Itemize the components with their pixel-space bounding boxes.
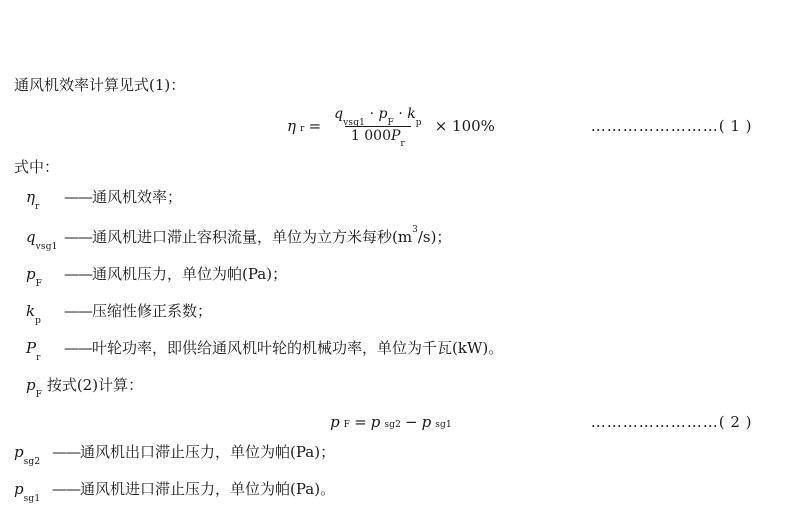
formula-2-number: ( 2 ) [718, 413, 752, 431]
numerator-k-sub: p [415, 117, 422, 128]
term-symbol [26, 296, 64, 333]
formula-1-number: ( 1 ) [718, 117, 752, 135]
term-symbol [26, 182, 64, 219]
formula-2-row [12, 407, 770, 437]
formula-1-lhs-sub: r [300, 124, 305, 134]
formula-1-fraction [328, 105, 428, 150]
intro-paragraph: 通风机效率计算见式(1)： [14, 76, 186, 94]
term-symbol-base: q [26, 228, 36, 246]
formula-1-numerator [328, 106, 428, 126]
term-symbol-sub: F [35, 279, 43, 289]
formula-2-dots: …………………… [590, 413, 719, 431]
term-symbol [26, 333, 64, 370]
formula-1-denominator [345, 126, 411, 150]
numerator-q-sub: vsg1 [343, 117, 366, 128]
term-dash: —— [52, 443, 80, 461]
term-text-pre: 通风机进口滞止容积流量，单位为立方米每秒(m [92, 228, 413, 246]
term-symbol-sub: sg2 [23, 457, 41, 467]
term-symbol-base: p [26, 265, 36, 283]
formula-1-tail: × 100% [434, 117, 495, 135]
numerator-p-sub: F [387, 117, 394, 128]
formula-1-dots: …………………… [590, 117, 719, 135]
term-row-pF [26, 259, 770, 296]
term-text: 通风机进口滞止压力，单位为帕(Pa)。 [80, 480, 336, 498]
formula-1-row [12, 100, 770, 152]
numerator-dot-1: · [369, 105, 375, 122]
formula-2-rhs1-sub: sg2 [384, 420, 402, 430]
term-row-Pr [26, 333, 770, 370]
term-dash: —— [52, 480, 80, 498]
second-intro-symbol: p [26, 376, 36, 394]
numerator-k: k [407, 105, 416, 122]
formula-2-rhs1-symbol: p [370, 413, 381, 431]
where-label: 式中： [14, 158, 60, 176]
term-row-qvsg1 [26, 219, 770, 259]
denominator-P-sub: r [400, 139, 405, 150]
denominator-number: 1 000 [350, 127, 391, 144]
term-symbol-base: p [14, 480, 24, 498]
term-text-post: /s)； [417, 228, 452, 246]
term-symbol [26, 222, 64, 259]
term-symbol [14, 474, 52, 511]
term-dash: —— [64, 265, 92, 283]
denominator-P: P [391, 127, 401, 144]
numerator-dot-2: · [398, 105, 403, 122]
formula-2-number-block [591, 413, 752, 431]
term-row-psg1 [14, 474, 770, 511]
term-row-kp [26, 296, 770, 333]
formula-2-minus: − [405, 413, 418, 431]
second-intro-paragraph [26, 370, 770, 407]
formula-2-equals: = [354, 413, 367, 431]
term-symbol-sub: vsg1 [35, 242, 58, 252]
term-text: 叶轮功率，即供给通风机叶轮的机械功率，单位为千瓦(kW)。 [92, 339, 504, 357]
numerator-q: q [334, 105, 344, 122]
term-dash: —— [64, 302, 92, 320]
formula-1-equals: = [308, 117, 322, 135]
term-dash: —— [64, 339, 92, 357]
term-symbol-base: η [26, 188, 35, 206]
numerator-p: p [378, 105, 388, 122]
formula-2-lhs-sub: F [343, 420, 351, 430]
term-text: 通风机压力，单位为帕(Pa)； [92, 265, 288, 283]
term-dash: —— [64, 188, 92, 206]
term-symbol-sub: r [36, 353, 41, 363]
term-symbol-sub: sg1 [23, 494, 41, 504]
term-symbol-base: P [26, 339, 37, 357]
formula-2-rhs2-symbol: p [421, 413, 432, 431]
term-symbol-sub: p [35, 316, 42, 326]
term-text: 压缩性修正系数； [92, 302, 213, 320]
term-text-superscript: 3 [412, 225, 418, 235]
formula-1-number-block [591, 117, 752, 135]
term-symbol-base: p [14, 443, 24, 461]
formula-2-rhs2-sub: sg1 [435, 420, 452, 430]
term-dash: —— [64, 228, 92, 246]
formula-1-lhs-symbol: η [287, 117, 297, 135]
second-intro-symbol-sub: F [35, 390, 43, 400]
term-symbol-base: k [26, 302, 36, 320]
term-text: 通风机效率； [92, 188, 183, 206]
term-row-psg2 [14, 437, 770, 474]
second-intro-text: 按式(2)计算： [42, 376, 144, 394]
term-symbol [26, 259, 64, 296]
term-symbol-sub: r [35, 202, 40, 212]
term-symbol [14, 437, 52, 474]
term-text: 通风机出口滞止压力，单位为帕(Pa)； [80, 443, 336, 461]
term-row-eta [26, 182, 770, 219]
formula-2-lhs-symbol: p [330, 413, 340, 431]
